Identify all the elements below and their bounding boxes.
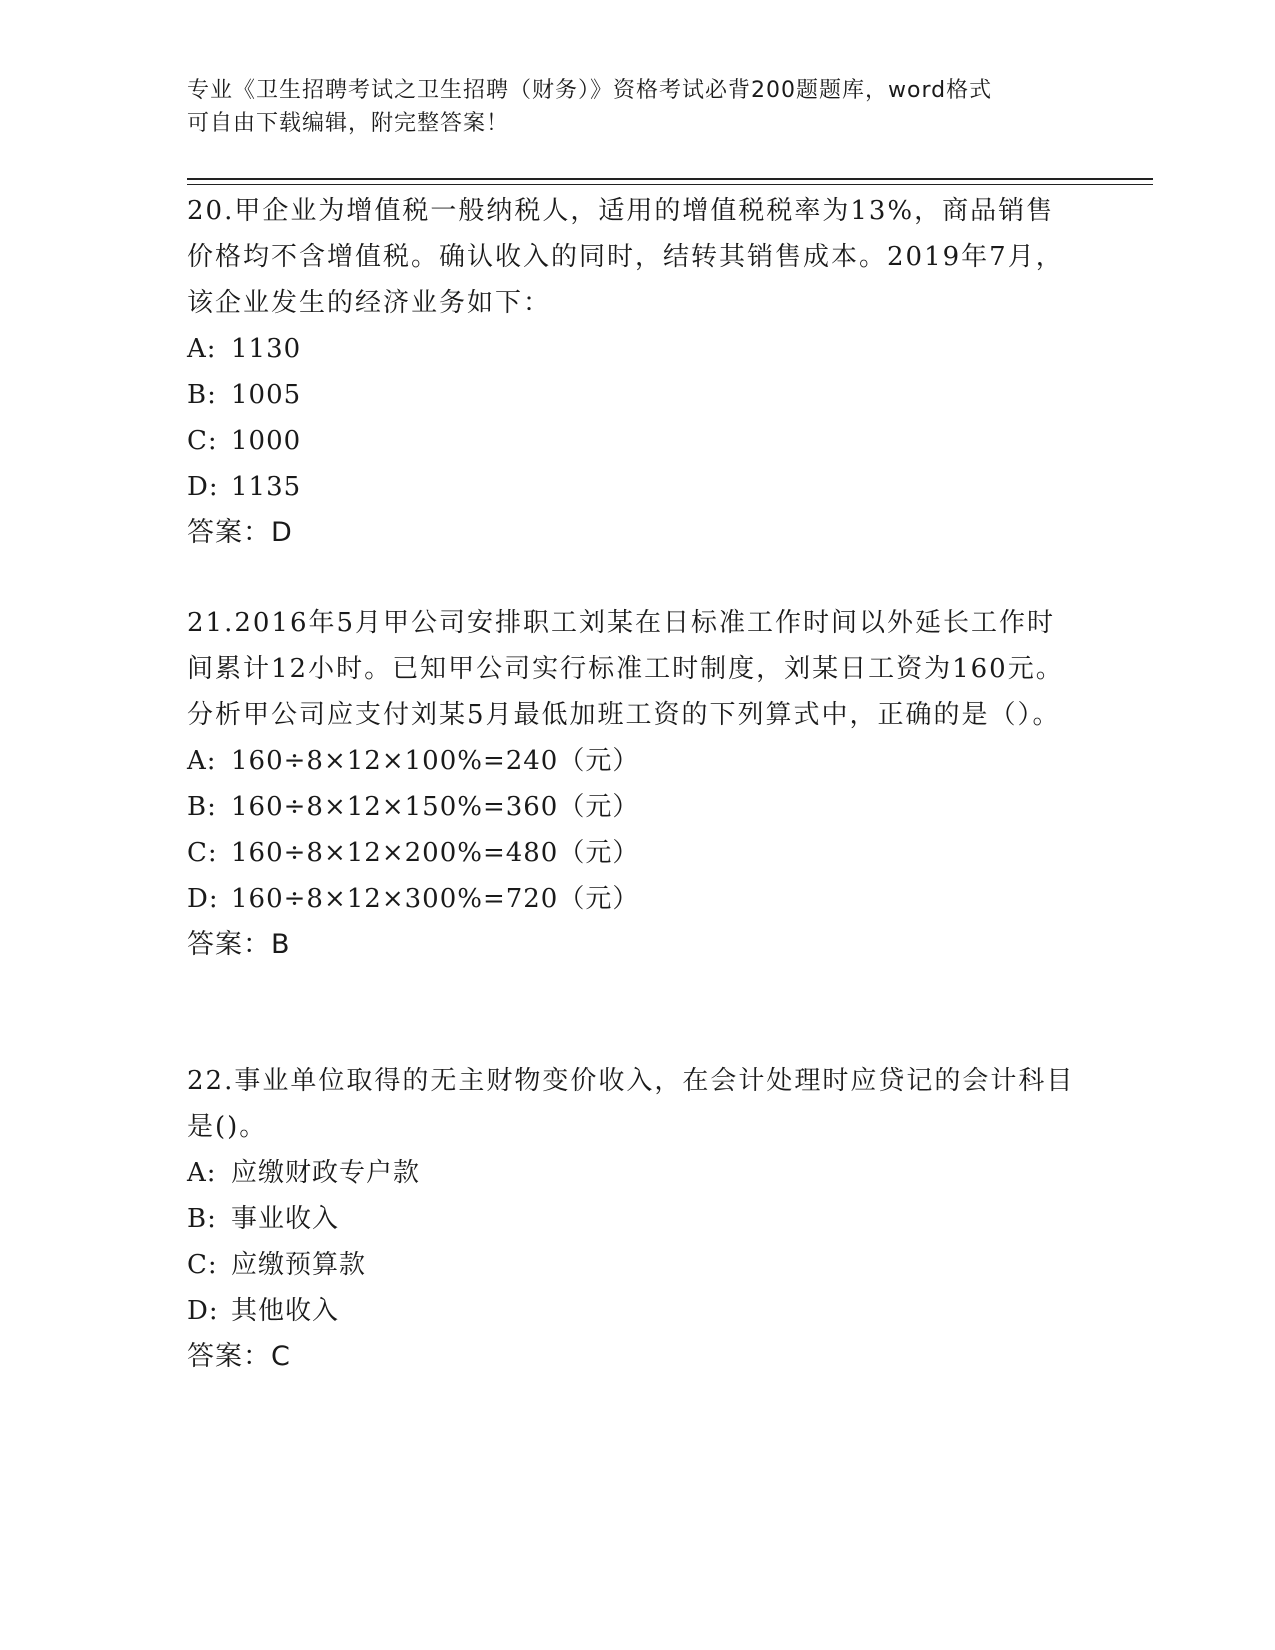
option-letter: B: [187, 1204, 217, 1234]
option-text: 160÷8×12×150%=360（元） [231, 792, 640, 822]
header-divider-thick [187, 178, 1153, 180]
option-text: 160÷8×12×100%=240（元） [231, 746, 640, 776]
header-line-2: 可自由下载编辑，附完整答案！ [187, 111, 510, 136]
option-d [187, 876, 1077, 922]
option-letter: C: [187, 838, 218, 868]
option-text: 1005 [231, 380, 302, 410]
option-letter: C: [187, 1250, 218, 1280]
option-text: 1130 [231, 334, 302, 364]
question-text: 21.2016年5月甲公司安排职工刘某在日标准工作时间以外延长工作时间累计12小时。已知甲公司实行标准工时制度，刘某日工资为160元。分析甲公司应支付刘某5月最低加班工资的下列算式中，正确的是（）。 [187, 608, 1064, 730]
header-line-1: 专业《卫生招聘考试之卫生招聘（财务）》资格考试必背200题题库，word格式 [187, 78, 993, 103]
option-text: 160÷8×12×200%=480（元） [231, 838, 640, 868]
header-divider-thin [187, 184, 1153, 185]
question-22 [187, 1058, 1077, 1380]
option-letter: C: [187, 426, 218, 456]
option-text: 160÷8×12×300%=720（元） [231, 884, 640, 914]
option-text: 其他收入 [231, 1296, 340, 1326]
option-letter: A: [187, 334, 217, 364]
option-a [187, 738, 1077, 784]
option-letter: A: [187, 746, 217, 776]
option-text: 1135 [231, 472, 302, 502]
option-letter: A: [187, 1158, 217, 1188]
option-text: 应缴财政专户款 [231, 1158, 421, 1188]
answer-line: 答案：C [187, 1341, 291, 1372]
option-b [187, 372, 1077, 418]
option-letter: D: [187, 1296, 219, 1326]
question-21 [187, 600, 1077, 968]
option-a [187, 326, 1077, 372]
option-c [187, 418, 1077, 464]
option-text: 事业收入 [231, 1204, 340, 1234]
option-text: 1000 [231, 426, 302, 456]
option-b [187, 784, 1077, 830]
option-letter: B: [187, 380, 217, 410]
question-text: 20.甲企业为增值税一般纳税人，适用的增值税税率为13%，商品销售价格均不含增值税。确认收入的同时，结转其销售成本。2019年7月，该企业发生的经济业务如下： [187, 196, 1064, 318]
option-letter: B: [187, 792, 217, 822]
answer-line: 答案：D [187, 517, 293, 548]
option-letter: D: [187, 472, 219, 502]
option-c [187, 830, 1077, 876]
option-d [187, 1288, 1077, 1334]
option-b [187, 1196, 1077, 1242]
option-a [187, 1150, 1077, 1196]
question-20 [187, 188, 1077, 556]
document-header [187, 74, 1067, 140]
option-letter: D: [187, 884, 219, 914]
option-d [187, 464, 1077, 510]
option-text: 应缴预算款 [231, 1250, 367, 1280]
option-c [187, 1242, 1077, 1288]
question-text: 22.事业单位取得的无主财物变价收入，在会计处理时应贷记的会计科目是()。 [187, 1066, 1075, 1142]
answer-line: 答案：B [187, 929, 291, 960]
